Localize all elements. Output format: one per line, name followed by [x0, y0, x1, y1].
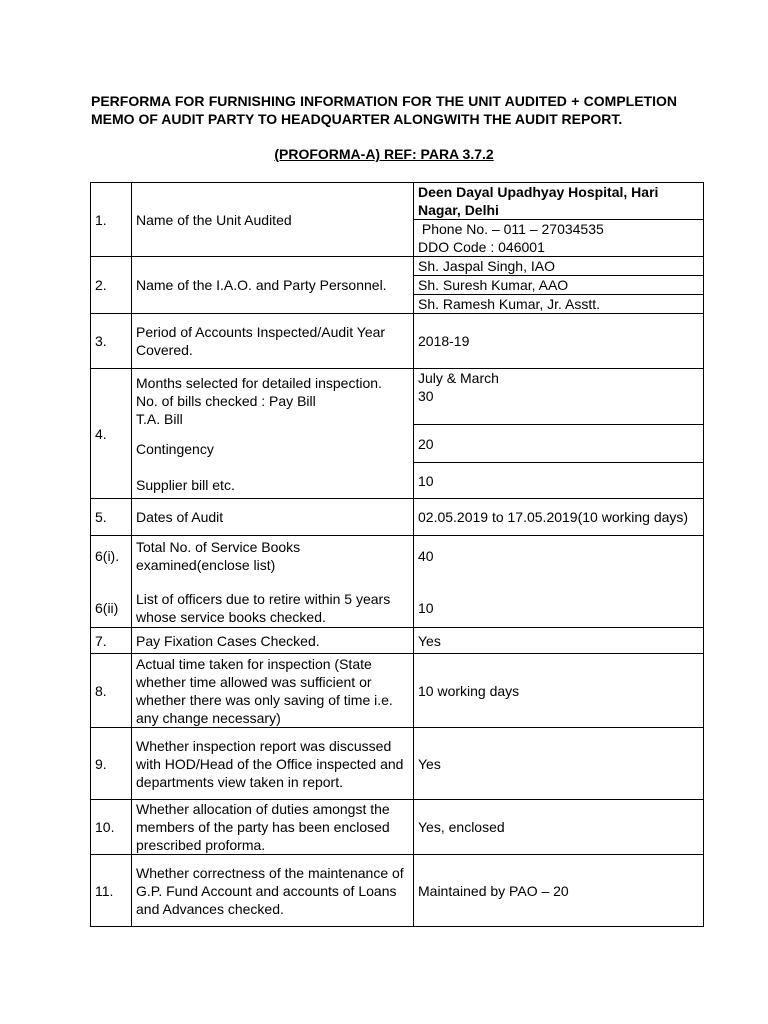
document-heading: PERFORMA FOR FURNISHING INFORMATION FOR THE UNIT AUDITED + COMPLETION MEMO OF AUDIT PARTY TO HEADQUARTER ALONGWITH THE AUDIT REPORT. [91, 93, 677, 127]
table-row [91, 369, 704, 425]
row-number: 11. [91, 855, 132, 927]
row-value: 10 working days [414, 654, 704, 728]
proforma-reference-text: (PROFORMA-A) REF: PARA 3.7.2 [274, 146, 494, 162]
row-number: 7. [91, 628, 132, 654]
row-number: 1. [91, 183, 132, 257]
row-label: Actual time taken for inspection (State whether time allowed was sufficient or whether there was only saving of time i.e. any change necessary) [132, 654, 414, 728]
table-row [91, 536, 704, 628]
row-value-line: 40 [418, 547, 434, 564]
unit-contact [414, 220, 704, 257]
party-member: Sh. Ramesh Kumar, Jr. Asstt. [414, 295, 704, 314]
row-value-line: 30 [418, 388, 434, 404]
row-label [132, 369, 414, 499]
row-label: Period of Accounts Inspected/Audit Year Covered. [132, 314, 414, 369]
row-value: 02.05.2019 to 17.05.2019(10 working days) [414, 499, 704, 536]
row-value: 2018-19 [414, 314, 704, 369]
table-row [91, 628, 704, 654]
row-number-line: 6(ii) [95, 599, 119, 616]
row-value: Yes [414, 628, 704, 654]
row-number: 3. [91, 314, 132, 369]
unit-ddo-code: DDO Code : 046001 [418, 239, 545, 255]
table-row [91, 654, 704, 728]
row-value: Yes, enclosed [414, 800, 704, 855]
table-row [91, 499, 704, 536]
unit-name: Deen Dayal Upadhyay Hospital, Hari Nagar, Delhi [414, 183, 704, 220]
row-label-line: Total No. of Service Books examined(enclose list) [136, 538, 301, 573]
row-number: 9. [91, 728, 132, 800]
row-label: Dates of Audit [132, 499, 414, 536]
row-label-line: List of officers due to retire within 5 years whose service books checked. [136, 590, 391, 625]
row-label: Name of the I.A.O. and Party Personnel. [132, 257, 414, 314]
table-row [91, 800, 704, 855]
table-row [91, 855, 704, 927]
spacer [95, 565, 127, 599]
row-number: 4. [91, 369, 132, 499]
row-number: 5. [91, 499, 132, 536]
spacer [418, 565, 699, 599]
proforma-reference [0, 146, 768, 162]
row-label: Whether allocation of duties amongst the members of the party has been enclosed prescribed proforma. [132, 800, 414, 855]
row-label: Name of the Unit Audited [132, 183, 414, 257]
row-value [414, 536, 704, 628]
row-label-line: T.A. Bill [136, 410, 183, 427]
row-label: Whether inspection report was discussed with HOD/Head of the Office inspected and departments view taken in report. [132, 728, 414, 800]
audit-info-table [90, 182, 704, 927]
row-label-line: Months selected for detailed inspection. [136, 374, 382, 391]
spacer [136, 574, 409, 590]
row-label: Whether correctness of the maintenance of G.P. Fund Account and accounts of Loans and Advances checked. [132, 855, 414, 927]
table-row [91, 257, 704, 276]
table-row [91, 314, 704, 369]
row-label [132, 536, 414, 628]
row-label-line: Supplier bill etc. [136, 476, 235, 493]
row-label: Pay Fixation Cases Checked. [132, 628, 414, 654]
spacer [136, 428, 409, 440]
party-member: Sh. Suresh Kumar, AAO [414, 276, 704, 295]
row-value: Maintained by PAO – 20 [414, 855, 704, 927]
row-value-line: July & March [418, 370, 499, 386]
row-value [414, 369, 704, 425]
row-number [91, 536, 132, 628]
row-value: Yes [414, 728, 704, 800]
row-label-line: Contingency [136, 440, 214, 457]
table-row [91, 728, 704, 800]
party-member: Sh. Jaspal Singh, IAO [414, 257, 704, 276]
spacer [136, 458, 409, 476]
row-value: 20 [414, 425, 704, 463]
row-value-line: 10 [418, 599, 434, 616]
unit-phone: Phone No. – 011 – 27034535 [421, 221, 604, 237]
row-value: 10 [414, 463, 704, 499]
row-number: 8. [91, 654, 132, 728]
row-number: 10. [91, 800, 132, 855]
row-number: 2. [91, 257, 132, 314]
row-label-line: No. of bills checked : Pay Bill [136, 392, 316, 409]
table-row [91, 183, 704, 220]
row-number-line: 6(i). [95, 547, 120, 564]
